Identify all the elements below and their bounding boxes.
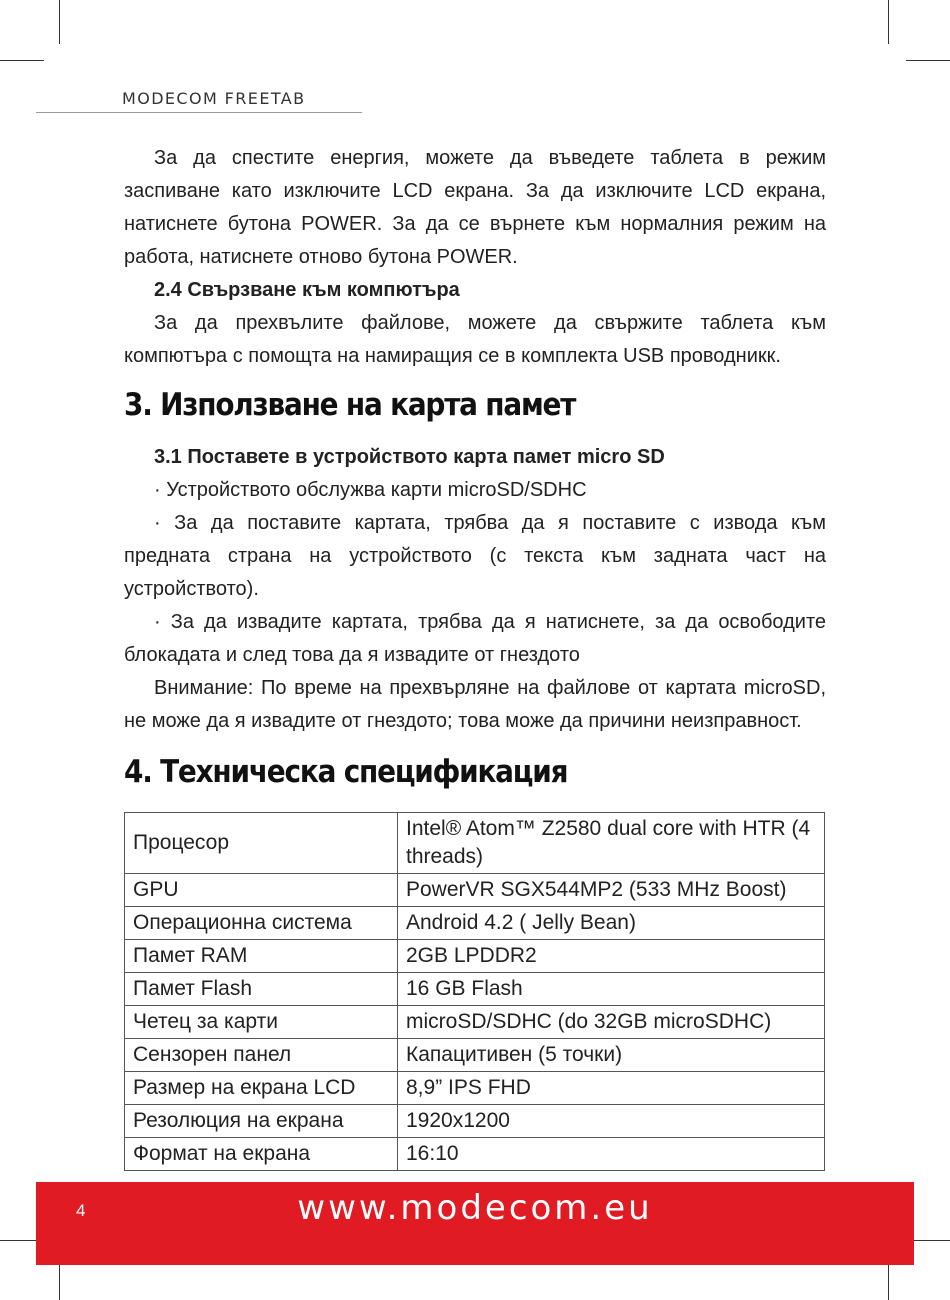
section-3-title: 3. Използване на карта памет [124,387,576,423]
spec-label: Сензорен панел [125,1039,398,1072]
warning-paragraph: Внимание: По време на прехвърляне на файлове от картата microSD, не може да я извадите от гнездото; това може да причини неизправност. [124,677,826,732]
spec-label: Памет RAM [125,940,398,973]
spec-value: 16 GB Flash [398,973,825,1006]
section-4-title: 4. Техническа спецификация [124,754,568,790]
bullet-item: · За да извадите картата, трябва да я натиснете, за да освободите блокадата и след това да я извадите от гнездото [124,611,826,666]
table-row [125,1138,825,1171]
spec-label: Памет Flash [125,973,398,1006]
spec-value: 1920x1200 [398,1105,825,1138]
table-row [125,973,825,1006]
crop-mark [59,0,60,44]
footer-url[interactable]: www.modecom.eu [297,1188,653,1228]
table-row [125,940,825,973]
spec-label: Формат на екрана [125,1138,398,1171]
table-row [125,874,825,907]
crop-mark [906,60,950,61]
spec-value: microSD/SDHC (do 32GB microSDHC) [398,1006,825,1039]
running-header: MODECOM FREETAB [122,89,306,108]
spec-value: Intel® Atom™ Z2580 dual core with HTR (4 threads) [398,813,825,874]
bullet-item: · За да поставите картата, трябва да я поставите с извода към предната страна на устройството (с текста към задната част на устройството). [124,512,826,600]
spec-value: PowerVR SGX544MP2 (533 MHz Boost) [398,874,825,907]
spec-value: 2GB LPDDR2 [398,940,825,973]
table-row [125,1006,825,1039]
spec-label: Процесор [125,813,398,874]
header-rule [36,112,362,113]
spec-value: Android 4.2 ( Jelly Bean) [398,907,825,940]
section-3-1-heading: 3.1 Поставете в устройството карта памет micro SD [154,446,665,468]
spec-label: GPU [125,874,398,907]
spec-value: Капацитивен (5 точки) [398,1039,825,1072]
spec-table [124,812,825,1171]
crop-mark [888,0,889,44]
spec-value: 16:10 [398,1138,825,1171]
table-row [125,1039,825,1072]
spec-label: Четец за карти [125,1006,398,1039]
crop-mark [0,60,44,61]
spec-value: 8,9” IPS FHD [398,1072,825,1105]
spec-label: Резолюция на екрана [125,1105,398,1138]
footer-bar [36,1182,914,1265]
table-row [125,1072,825,1105]
table-row [125,813,825,874]
table-row [125,907,825,940]
section-2-4-heading: 2.4 Свързване към компютъра [154,279,460,301]
section-2-4-paragraph: За да прехвълите файлове, можете да свържите таблета към компютъра с помощта на намиращия се в комплекта USB проводникк. [124,312,826,367]
spec-label: Размер на екрана LCD [125,1072,398,1105]
spec-label: Операционна система [125,907,398,940]
intro-paragraph: За да спестите енергия, можете да въведете таблета в режим заспиване като изключите LCD екрана. За да изключите LCD екрана, натиснете бутона POWER. За да се върнете към нормалния режим на работа, натиснете отново бутона POWER. [124,147,826,268]
page-content [124,142,826,1171]
bullet-item: · Устройството обслужва карти microSD/SDHC [154,479,587,501]
page-number: 4 [76,1201,86,1220]
table-row [125,1105,825,1138]
